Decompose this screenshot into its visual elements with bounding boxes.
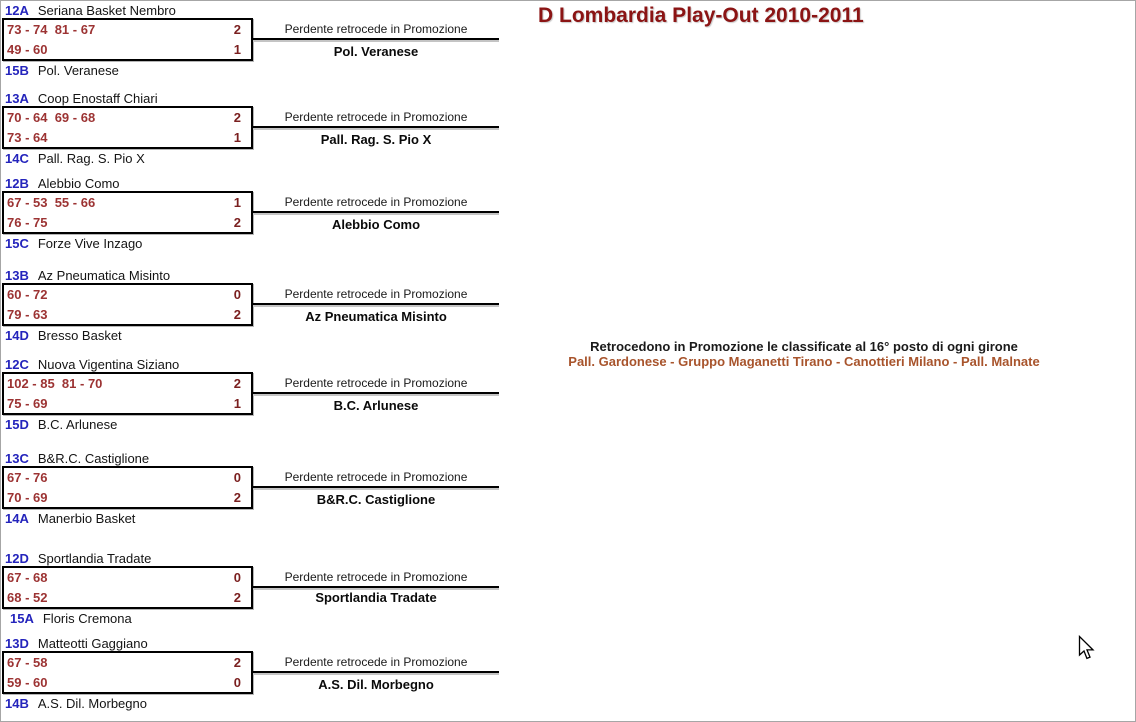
bracket-matchup-7: [2, 551, 502, 629]
game-scores: 73 - 64: [7, 130, 48, 145]
team-row: [5, 236, 142, 251]
team-code: 12B: [5, 176, 29, 191]
team-row: [5, 636, 148, 651]
bracket-matchup-3: [2, 176, 502, 254]
team-code: 14D: [5, 328, 29, 343]
team-name: B&R.C. Castiglione: [37, 451, 150, 466]
team-name: Seriana Basket Nembro: [37, 3, 176, 18]
series-wins: 2: [233, 215, 241, 230]
connector-line: [253, 486, 499, 488]
relegated-team: B.C. Arlunese: [333, 398, 419, 413]
relegated-team: Pol. Veranese: [333, 44, 419, 59]
team-name: Nuova Vigentina Siziano: [37, 357, 180, 372]
series-wins: 1: [233, 195, 241, 210]
team-row: [5, 63, 119, 78]
team-name: Forze Vive Inzago: [37, 236, 143, 251]
team-name: Coop Enostaff Chiari: [37, 91, 158, 106]
relegation-label: Perdente retrocede in Promozione: [284, 195, 468, 209]
cursor-arrow-icon: [1078, 635, 1097, 662]
team-row: [5, 451, 149, 466]
bracket-box: [2, 283, 253, 326]
relegation-label: Perdente retrocede in Promozione: [284, 470, 468, 484]
bracket-box: [2, 191, 253, 234]
relegated-team: Az Pneumatica Misinto: [305, 309, 447, 324]
team-name: A.S. Dil. Morbegno: [37, 696, 147, 711]
bracket-box: [2, 566, 253, 609]
team-code: 15C: [5, 236, 29, 251]
series-wins: 0: [233, 675, 241, 690]
bracket-box: [2, 372, 253, 415]
team-code: 12A: [5, 3, 29, 18]
connector-line: [253, 211, 499, 213]
series-wins: 2: [233, 490, 241, 505]
game-scores: 75 - 69: [7, 396, 48, 411]
connector-line: [253, 303, 499, 305]
series-wins: 2: [233, 590, 241, 605]
game-scores: 60 - 72: [7, 287, 48, 302]
team-code: 13A: [5, 91, 29, 106]
series-wins: 0: [233, 287, 241, 302]
connector-line: [253, 392, 499, 394]
team-code: 15D: [5, 417, 29, 432]
team-row: [5, 696, 147, 711]
team-row: [5, 3, 176, 18]
series-wins: 2: [233, 22, 241, 37]
mouse-cursor: [1078, 635, 1097, 667]
team-name: Bresso Basket: [37, 328, 122, 343]
relegation-note-rule: Retrocedono in Promozione le classificate al 16° posto di ogni girone: [590, 339, 1018, 354]
team-name: B.C. Arlunese: [37, 417, 118, 432]
team-row: [5, 357, 179, 372]
bracket-box: [2, 18, 253, 61]
game-scores: 73 - 74 81 - 67: [7, 22, 96, 37]
connector-line: [253, 126, 499, 128]
team-code: 14C: [5, 151, 29, 166]
series-wins: 2: [233, 376, 241, 391]
bracket-box: [2, 106, 253, 149]
relegated-team: B&R.C. Castiglione: [316, 492, 436, 507]
relegation-label: Perdente retrocede in Promozione: [284, 287, 468, 301]
series-wins: 0: [233, 470, 241, 485]
series-wins: 1: [233, 396, 241, 411]
team-row: [10, 611, 132, 626]
connector-line: [253, 38, 499, 40]
team-code: 14B: [5, 696, 29, 711]
relegated-team: Alebbio Como: [331, 217, 421, 232]
team-code: 15B: [5, 63, 29, 78]
team-row: [5, 268, 170, 283]
team-code: 12D: [5, 551, 29, 566]
relegation-label: Perdente retrocede in Promozione: [284, 22, 468, 36]
bracket-box: [2, 651, 253, 694]
game-scores: 76 - 75: [7, 215, 48, 230]
game-scores: 67 - 68: [7, 570, 48, 585]
bracket-box: [2, 466, 253, 509]
game-scores: 67 - 76: [7, 470, 48, 485]
series-wins: 2: [233, 307, 241, 322]
connector-line: [253, 586, 499, 588]
game-scores: 79 - 63: [7, 307, 48, 322]
team-name: Manerbio Basket: [37, 511, 136, 526]
team-row: [5, 91, 158, 106]
game-scores: 68 - 52: [7, 590, 48, 605]
team-name: Floris Cremona: [42, 611, 132, 626]
bracket-matchup-4: [2, 268, 502, 346]
team-code: 13D: [5, 636, 29, 651]
game-scores: 49 - 60: [7, 42, 48, 57]
team-row: [5, 551, 151, 566]
relegation-label: Perdente retrocede in Promozione: [284, 655, 468, 669]
team-name: Alebbio Como: [37, 176, 120, 191]
team-code: 13B: [5, 268, 29, 283]
relegation-note: [538, 339, 1070, 369]
game-scores: 102 - 85 81 - 70: [7, 376, 103, 391]
bracket-matchup-8: [2, 636, 502, 714]
team-row: [5, 176, 120, 191]
bracket-matchup-1: [2, 3, 502, 81]
series-wins: 0: [233, 570, 241, 585]
bracket-matchup-6: [2, 451, 502, 529]
series-wins: 2: [233, 655, 241, 670]
bracket-matchup-2: [2, 91, 502, 169]
bracket-matchup-5: [2, 357, 502, 435]
team-name: Sportlandia Tradate: [37, 551, 152, 566]
relegated-teams-list: Pall. Gardonese - Gruppo Maganetti Tirano - Canottieri Milano - Pall. Malnate: [568, 354, 1040, 369]
team-code: 12C: [5, 357, 29, 372]
game-scores: 70 - 69: [7, 490, 48, 505]
team-name: Matteotti Gaggiano: [37, 636, 148, 651]
relegation-label: Perdente retrocede in Promozione: [284, 110, 468, 124]
relegated-team: A.S. Dil. Morbegno: [318, 677, 434, 692]
team-code: 14A: [5, 511, 29, 526]
team-name: Pol. Veranese: [37, 63, 119, 78]
game-scores: 67 - 53 55 - 66: [7, 195, 96, 210]
game-scores: 67 - 58: [7, 655, 48, 670]
series-wins: 1: [233, 42, 241, 57]
team-row: [5, 151, 145, 166]
relegation-label: Perdente retrocede in Promozione: [284, 570, 468, 584]
team-code: 15A: [10, 611, 34, 626]
team-row: [5, 511, 135, 526]
team-code: 13C: [5, 451, 29, 466]
team-name: Az Pneumatica Misinto: [37, 268, 171, 283]
team-row: [5, 417, 117, 432]
relegation-label: Perdente retrocede in Promozione: [284, 376, 468, 390]
game-scores: 59 - 60: [7, 675, 48, 690]
connector-line: [253, 671, 499, 673]
team-name: Pall. Rag. S. Pio X: [37, 151, 145, 166]
page-title: D Lombardia Play-Out 2010-2011: [538, 4, 864, 27]
relegated-team: Pall. Rag. S. Pio X: [320, 132, 432, 147]
relegated-team: Sportlandia Tradate: [315, 590, 437, 605]
series-wins: 2: [233, 110, 241, 125]
team-row: [5, 328, 122, 343]
series-wins: 1: [233, 130, 241, 145]
game-scores: 70 - 64 69 - 68: [7, 110, 96, 125]
